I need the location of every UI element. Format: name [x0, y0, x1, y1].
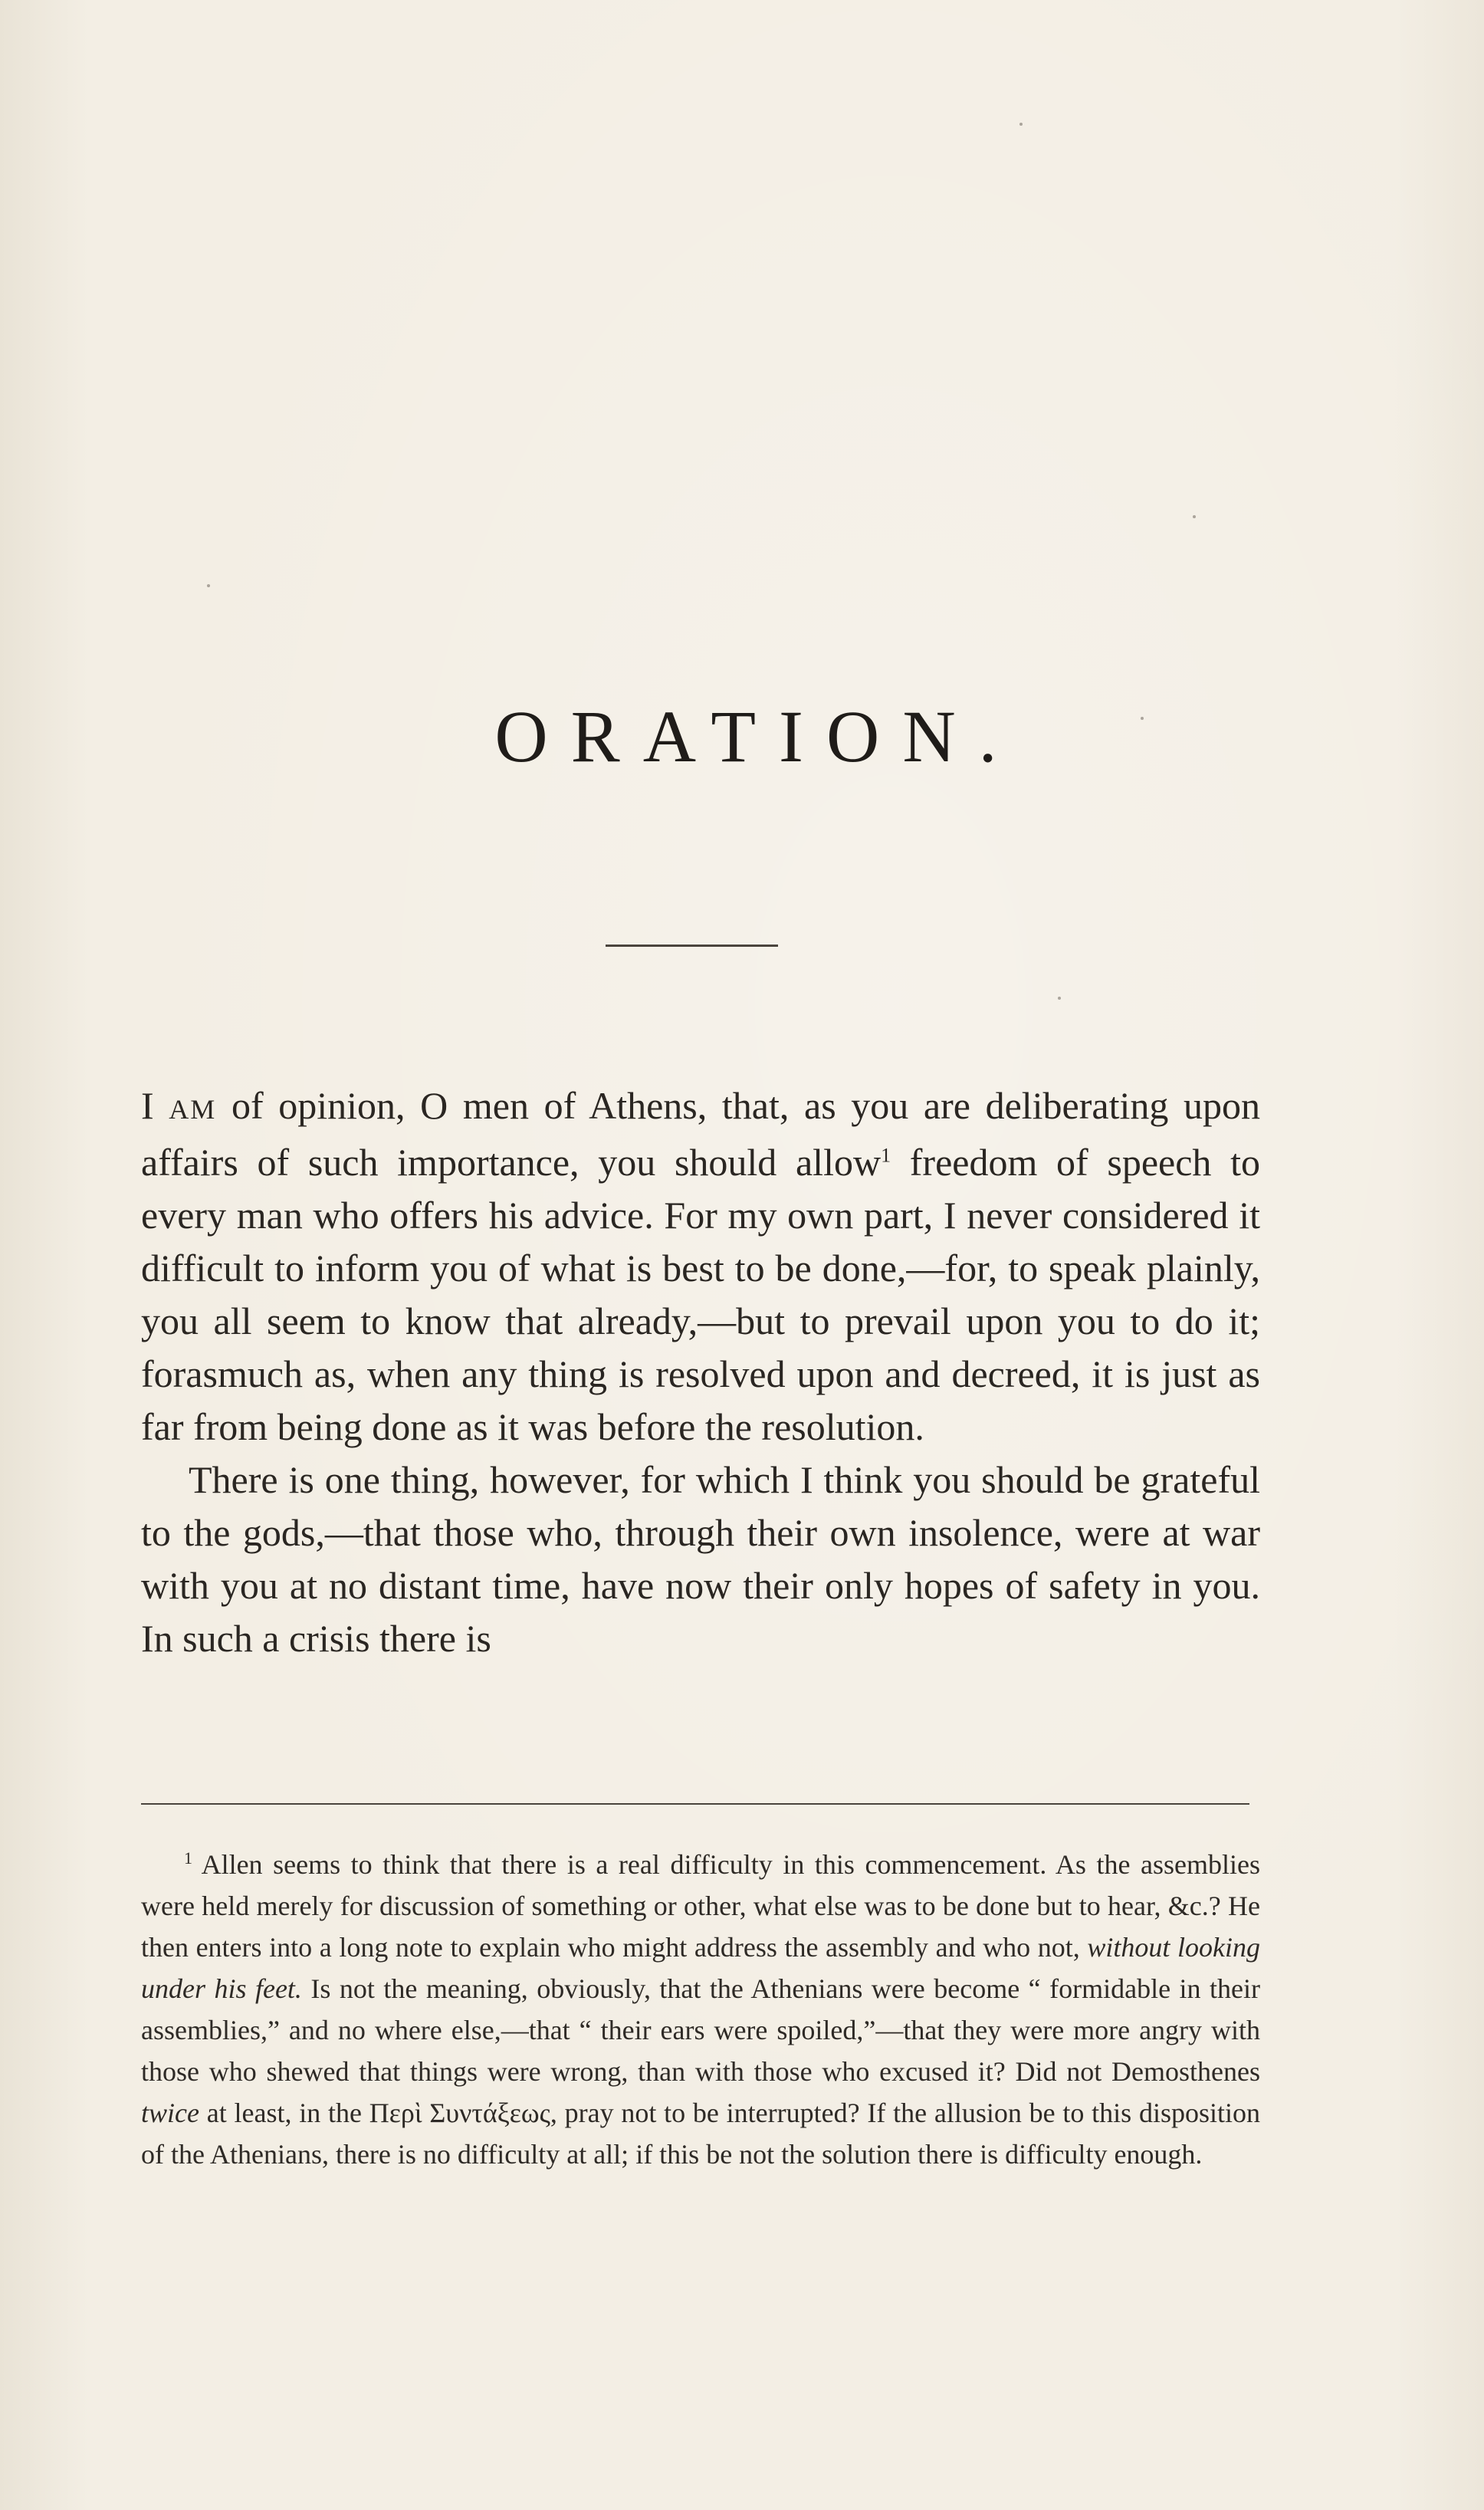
paper-speck [1193, 515, 1196, 518]
opening-word: I [141, 1084, 154, 1127]
footnote-mark: 1 [184, 1848, 192, 1868]
footnote-divider [141, 1803, 1249, 1805]
footnote-text-c: at least, in the Περὶ Συντάξεως, pray not to be interrupted? If the allusion be to this disposition of the Athenians, there is no difficulty at all; if this be not the solution there is difficulty enough. [141, 2098, 1260, 2170]
heading-divider [606, 945, 778, 947]
paragraph-1-text-b: freedom of speech to every man who offers his advice. For my own part, I never considered it difficult to inform you of what is best to be done,—for, to speak plainly, you all seem to know that already,—but to prevail upon you to do it; forasmuch as, when any thing is resolved upon and decreed, it is just as far from being done as it was before the resolution. [141, 1141, 1261, 1448]
footnote-text-b: Is not the meaning, obviously, that the Athenians were become “ formidable in their assemblies,” and no where else,—that “ their ears were spoiled,”—that they were more angry with those who shewed that things were wrong, than with those who excused it? Did not Demosthenes [141, 1973, 1260, 2087]
opening-smallcaps: AM [169, 1094, 217, 1125]
footnote-italic-a: without looking under his feet. [141, 1932, 1261, 2004]
footnote-reference[interactable]: 1 [881, 1144, 891, 1167]
paper-speck [1019, 123, 1023, 126]
footnote-italic-b: twice [141, 2098, 199, 2128]
paragraph-1 [141, 1079, 1260, 1454]
footnote [141, 1844, 1260, 2175]
paper-speck [1058, 997, 1061, 1000]
footnote-text-a: Allen seems to think that there is a real difficulty in this commencement. As the assemblies were held merely for discussion of something or other, what else was to be done but to hear, &c.? He then enters into a long note to explain who might address the assembly and who not, [141, 1849, 1260, 1963]
paragraph-1-text-a: of opinion, O men of Athens, that, as you are deliberating upon affairs of such importance, you should allow [141, 1084, 1261, 1184]
paper-speck [207, 584, 210, 587]
body-text [141, 1079, 1260, 1665]
page-heading: ORATION. [494, 695, 1020, 777]
paragraph-2: There is one thing, however, for which I think you should be grateful to the gods,—that those who, through their own insolence, were at war with you at no distant time, have now their only hopes of safety in you. In such a crisis there is [141, 1458, 1260, 1660]
